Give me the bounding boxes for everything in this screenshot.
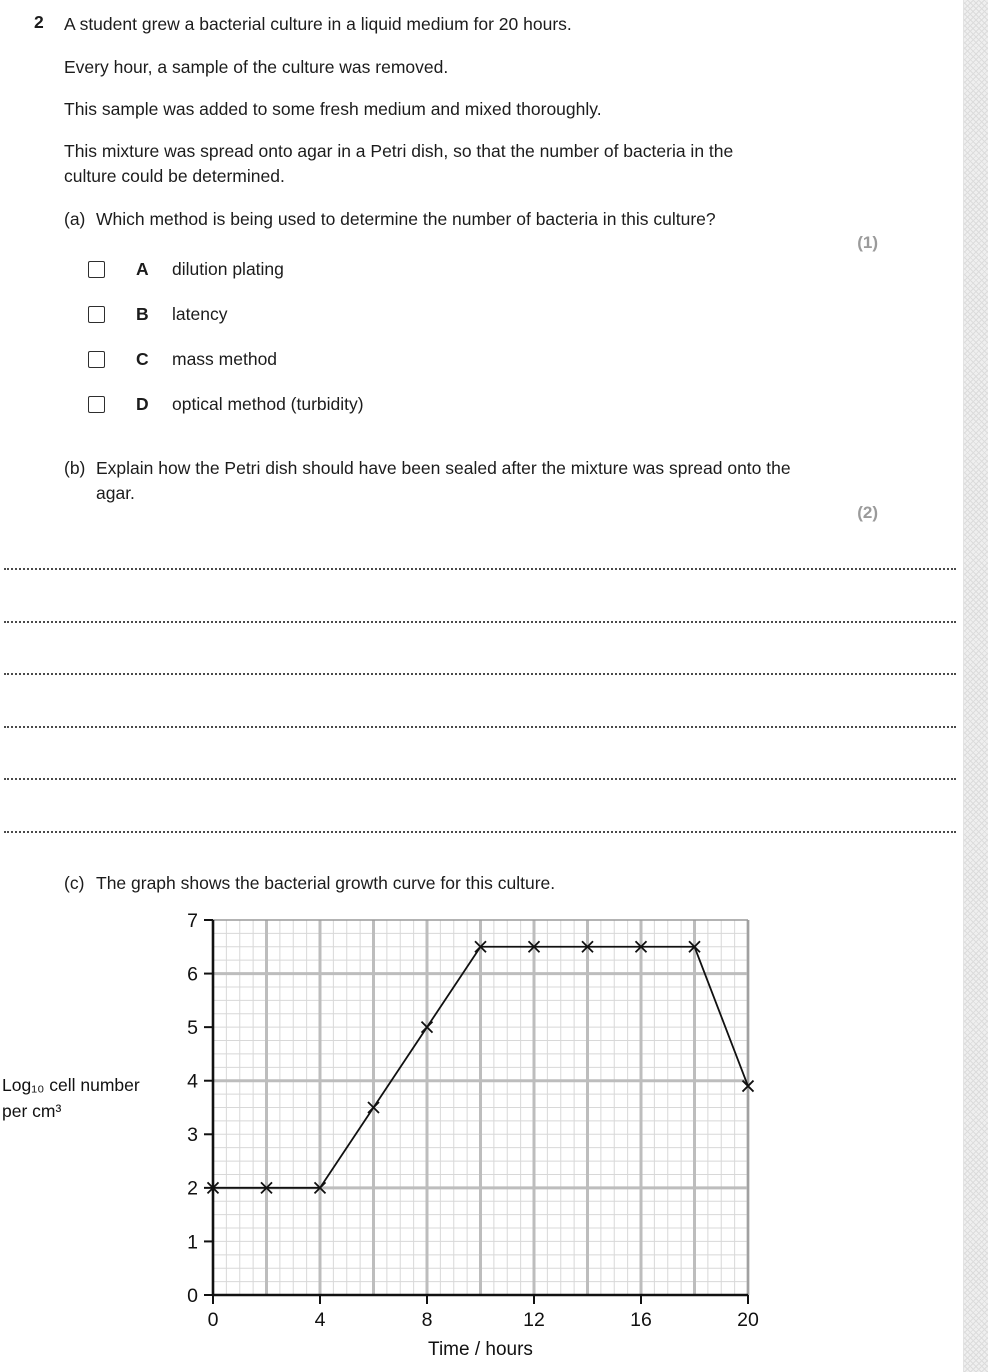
option-d-letter: D — [136, 394, 149, 414]
svg-text:5: 5 — [187, 1016, 198, 1039]
option-b-letter: B — [136, 304, 149, 324]
option-a-letter: A — [136, 259, 149, 279]
answer-line[interactable] — [4, 831, 956, 833]
svg-text:per cm³: per cm³ — [2, 1101, 62, 1121]
option-d-text: optical method (turbidity) — [172, 394, 364, 414]
option-a-text: dilution plating — [172, 259, 284, 279]
option-row-a — [0, 259, 900, 283]
part-a-label: (a) — [64, 209, 86, 229]
option-b-text: latency — [172, 304, 228, 324]
option-row-d — [0, 394, 900, 418]
chart-grid — [213, 920, 748, 1295]
intro-line-2: Every hour, a sample of the culture was removed. — [64, 57, 449, 77]
svg-text:0: 0 — [207, 1309, 219, 1331]
svg-text:4: 4 — [314, 1309, 326, 1331]
option-c-letter: C — [136, 349, 149, 369]
svg-text:20: 20 — [737, 1309, 759, 1331]
svg-text:1: 1 — [187, 1231, 198, 1254]
part-b-label: (b) — [64, 458, 86, 478]
option-row-c — [0, 349, 900, 373]
growth-chart — [0, 905, 960, 1372]
option-b-checkbox[interactable] — [88, 306, 105, 323]
growth-chart-svg — [0, 905, 960, 1372]
svg-text:6: 6 — [187, 963, 198, 986]
page-edge-texture — [963, 0, 988, 1372]
option-c-text: mass method — [172, 349, 278, 369]
svg-text:0: 0 — [187, 1284, 198, 1307]
question-number: 2 — [34, 12, 44, 32]
intro-line-1: A student grew a bacterial culture in a liquid medium for 20 hours. — [64, 14, 572, 34]
svg-text:2: 2 — [187, 1177, 198, 1200]
part-b-marks: (2) — [857, 503, 878, 522]
part-c-text: The graph shows the bacterial growth curve for this culture. — [96, 873, 556, 893]
part-c-question — [64, 871, 884, 896]
svg-text:4: 4 — [187, 1070, 198, 1093]
svg-text:16: 16 — [630, 1309, 652, 1331]
part-c-label: (c) — [64, 873, 85, 893]
svg-text:Log₁₀ cell number: Log₁₀ cell number — [2, 1075, 140, 1095]
svg-text:3: 3 — [187, 1124, 198, 1147]
answer-line[interactable] — [4, 726, 956, 728]
option-a-checkbox[interactable] — [88, 261, 105, 278]
svg-text:8: 8 — [421, 1309, 433, 1331]
svg-text:12: 12 — [523, 1309, 545, 1331]
answer-lines — [4, 550, 956, 835]
option-row-b — [0, 304, 900, 328]
answer-line[interactable] — [4, 778, 956, 780]
part-a-text: Which method is being used to determine the number of bacteria in this culture? — [96, 209, 716, 229]
part-a-question — [64, 207, 884, 232]
part-b-question — [64, 456, 824, 507]
intro-line-3: This sample was added to some fresh medium and mixed thoroughly. — [64, 99, 602, 119]
answer-line[interactable] — [4, 621, 956, 623]
svg-text:7: 7 — [187, 909, 198, 932]
svg-text:Time / hours: Time / hours — [428, 1339, 533, 1360]
option-c-checkbox[interactable] — [88, 351, 105, 368]
answer-line[interactable] — [4, 568, 956, 570]
intro-line-4: This mixture was spread onto agar in a Petri dish, so that the number of bacteria in the culture could be determined. — [64, 141, 734, 187]
part-a-marks: (1) — [857, 233, 878, 252]
option-d-checkbox[interactable] — [88, 396, 105, 413]
answer-line[interactable] — [4, 673, 956, 675]
part-b-text: Explain how the Petri dish should have been sealed after the mixture was spread onto the agar. — [96, 458, 791, 504]
